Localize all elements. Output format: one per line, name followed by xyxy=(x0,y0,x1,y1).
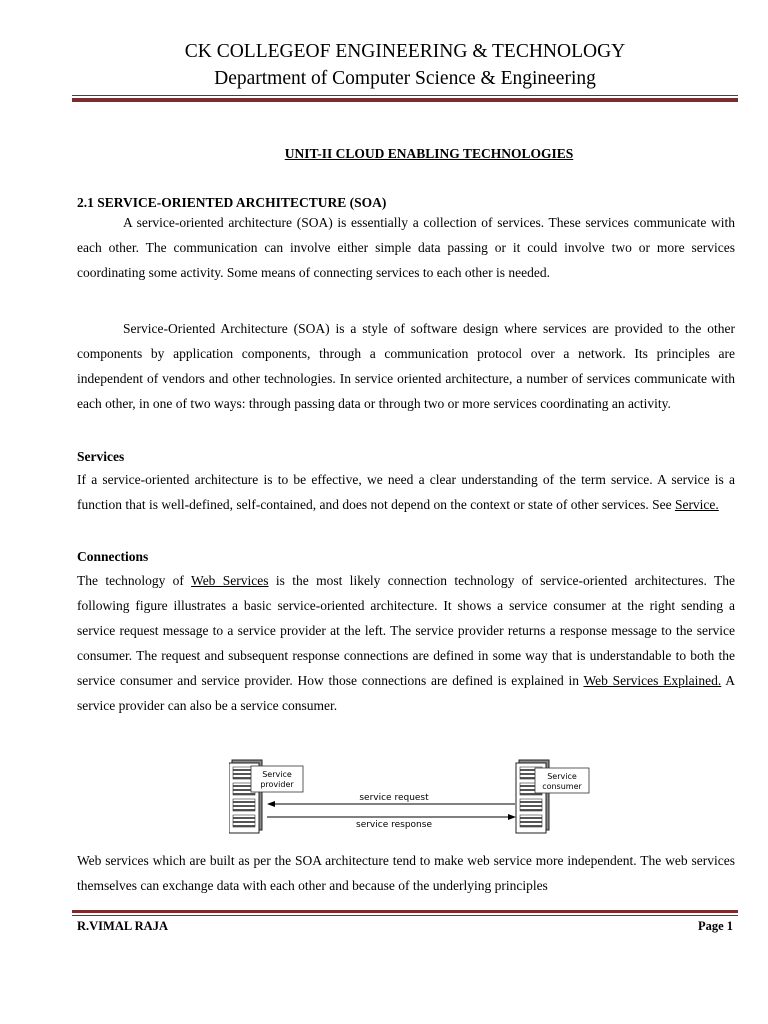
response-label: service response xyxy=(356,820,432,830)
footer-rule-thin xyxy=(72,915,738,916)
soa-diagram xyxy=(229,757,592,837)
header-title: CK COLLEGEOF ENGINEERING & TECHNOLOGY xyxy=(184,41,626,62)
footer-rule-thick xyxy=(72,910,738,913)
paragraph-connections xyxy=(77,568,735,718)
paragraph-web-services: Web services which are built as per the SOA architecture tend to make web service more independent. The web services themselves can exchange data with each other and because of the underlying principles xyxy=(77,853,735,893)
unit-title: UNIT-II CLOUD ENABLING TECHNOLOGIES xyxy=(284,146,574,161)
provider-label-line1: Service xyxy=(262,770,292,779)
web-services-link[interactable]: Web Services xyxy=(191,573,269,588)
provider-label-box xyxy=(251,766,303,792)
web-services-explained-link[interactable]: Web Services Explained. xyxy=(583,673,722,688)
paragraph-soa-definition: Service-Oriented Architecture (SOA) is a style of software design where services are provided to the other components by application components, through a communication protocol over a network. Its principles are independent of vendors and other technologies. In service oriented architecture, a number of services communicate with each other, in one of two ways: through passing data or through two or more services coordinating an activity. xyxy=(77,321,735,411)
header-rule-thick xyxy=(72,98,738,102)
consumer-label-box xyxy=(535,768,589,793)
request-label: service request xyxy=(359,793,429,803)
services-text: If a service-oriented architecture is to be effective, we need a clear understanding of the term service. A service is a function that is well-defined, self-contained, and does not depend on the context or state of other services. See xyxy=(77,472,735,512)
consumer-label-line1: Service xyxy=(547,772,577,781)
footer-page-number: Page 1 xyxy=(697,919,733,933)
paragraph-services xyxy=(77,467,735,517)
connections-text-middle: is the most likely connection technology of service-oriented architectures. The following figure illustrates a basic service-oriented architecture. It shows a service consumer at the right sending a service request message to a service provider at the left. The service provider returns a response message to the service consumer. The request and subsequent response connections are defined in some way that is understandable to both the service consumer and service provider. How those connections are defined is explained in xyxy=(77,573,736,688)
connections-heading: Connections xyxy=(77,549,149,564)
paragraph-soa-intro: A service-oriented architecture (SOA) is essentially a collection of services. These services communicate with each other. The communication can involve either simple data passing or it could involve two or more services coordinating some activity. Some means of connecting services to each other is needed. xyxy=(77,215,735,280)
provider-label-line2: provider xyxy=(260,780,294,789)
connections-text-after: A service provider can also be a service consumer. xyxy=(77,673,735,713)
header-rule-thin xyxy=(72,95,738,96)
header-department: Department of Computer Science & Engineering xyxy=(214,68,596,89)
services-heading: Services xyxy=(77,449,125,464)
service-link[interactable]: Service. xyxy=(674,497,719,512)
consumer-label-line2: consumer xyxy=(542,782,582,791)
footer-author: R.VIMAL RAJA xyxy=(77,919,168,933)
section-heading: 2.1 SERVICE-ORIENTED ARCHITECTURE (SOA) xyxy=(77,195,387,210)
connections-text-before: The technology of xyxy=(77,573,184,588)
